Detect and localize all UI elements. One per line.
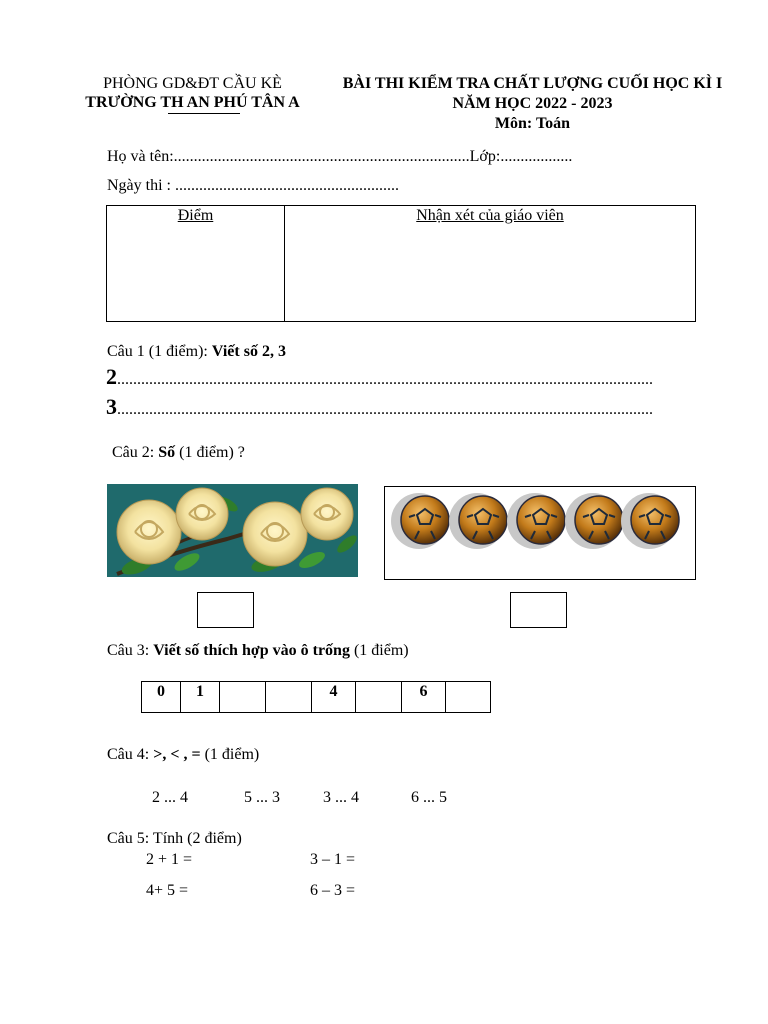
sequence-cell[interactable]: 1 (181, 682, 220, 713)
comment-label: Nhận xét của giáo viên (416, 207, 564, 224)
q5-item[interactable]: 6 – 3 = (310, 882, 356, 899)
rose-flower-icon (301, 488, 353, 540)
q1-heading (107, 343, 286, 361)
header-left (60, 74, 325, 112)
sequence-cell[interactable] (220, 682, 266, 713)
q2-title: Số (158, 444, 176, 461)
ball-icon (449, 493, 507, 549)
roses-illustration (107, 484, 358, 577)
q3-title: Viết số thích hợp vào ô trống (153, 642, 350, 659)
q3-prefix: Câu 3: (107, 642, 154, 659)
q5-heading: Câu 5: Tính (2 điểm) (107, 830, 242, 847)
balls-illustration (385, 487, 695, 579)
score-label: Điểm (177, 207, 214, 224)
q1-number-3: 3 (106, 394, 117, 419)
q4-item[interactable]: 3 ... 4 (323, 789, 359, 806)
q1-line-3[interactable] (106, 394, 696, 420)
q1-dots-3: ...................................................................................................................................... (117, 401, 653, 418)
sequence-cell[interactable] (446, 682, 491, 713)
school-year: NĂM HỌC 2022 - 2023 (452, 95, 613, 112)
number-sequence-table (141, 681, 491, 713)
q2-answer-box-roses[interactable] (197, 592, 254, 628)
q4-prefix: Câu 4: (107, 746, 154, 763)
sequence-cell[interactable] (266, 682, 312, 713)
roses-image (107, 484, 358, 577)
dept-name: PHÒNG GD&ĐT CẦU KÈ (103, 75, 282, 92)
header-right (335, 74, 730, 134)
q4-item[interactable]: 5 ... 3 (244, 789, 280, 806)
student-name-line[interactable]: Họ và tên:..........................................................................Lớp:.................. (107, 148, 573, 165)
q5-item[interactable]: 4+ 5 = (146, 882, 189, 899)
q2-answer-box-balls[interactable] (510, 592, 567, 628)
ball-icon (507, 493, 565, 549)
exam-date-line[interactable]: Ngày thi : ........................................................ (107, 177, 399, 194)
sequence-cell[interactable]: 4 (312, 682, 356, 713)
subject: Môn: Toán (494, 115, 571, 132)
rose-flower-icon (176, 488, 228, 540)
q3-suffix: (1 điểm) (349, 642, 409, 659)
q5-item[interactable]: 3 – 1 = (310, 851, 356, 868)
sequence-cell[interactable]: 0 (142, 682, 181, 713)
q1-number-2: 2 (106, 364, 117, 389)
q4-title: >, < , = (153, 746, 201, 763)
ball-icon (565, 493, 623, 549)
ball-icon (621, 493, 679, 549)
q1-title: Viết số 2, 3 (211, 343, 286, 360)
exam-title: BÀI THI KIỂM TRA CHẤT LƯỢNG CUỐI HỌC KÌ I (342, 75, 723, 92)
q1-prefix: Câu 1 (1 điểm): (107, 343, 212, 360)
score-table (106, 205, 696, 322)
q5-item[interactable]: 2 + 1 = (146, 851, 193, 868)
q1-line-2[interactable] (106, 364, 696, 390)
rose-flower-icon (243, 502, 307, 566)
q2-suffix: (1 điểm) ? (175, 444, 245, 461)
ball-icon (391, 493, 449, 549)
q4-heading (107, 746, 259, 764)
q3-heading (107, 642, 409, 660)
q2-prefix: Câu 2: (112, 444, 159, 461)
sequence-cell[interactable]: 6 (402, 682, 446, 713)
balls-frame (384, 486, 696, 580)
q4-suffix: (1 điểm) (200, 746, 260, 763)
q2-heading (112, 444, 245, 462)
q4-item[interactable]: 6 ... 5 (411, 789, 447, 806)
sequence-cell[interactable] (356, 682, 402, 713)
q4-item[interactable]: 2 ... 4 (152, 789, 188, 806)
q1-dots-2: ...................................................................................................................................... (117, 371, 653, 388)
school-name: TRƯỜNG TH AN PHÚ TÂN A (85, 94, 300, 111)
school-underline (168, 113, 240, 114)
score-cell[interactable] (107, 206, 285, 321)
rose-flower-icon (117, 500, 181, 564)
